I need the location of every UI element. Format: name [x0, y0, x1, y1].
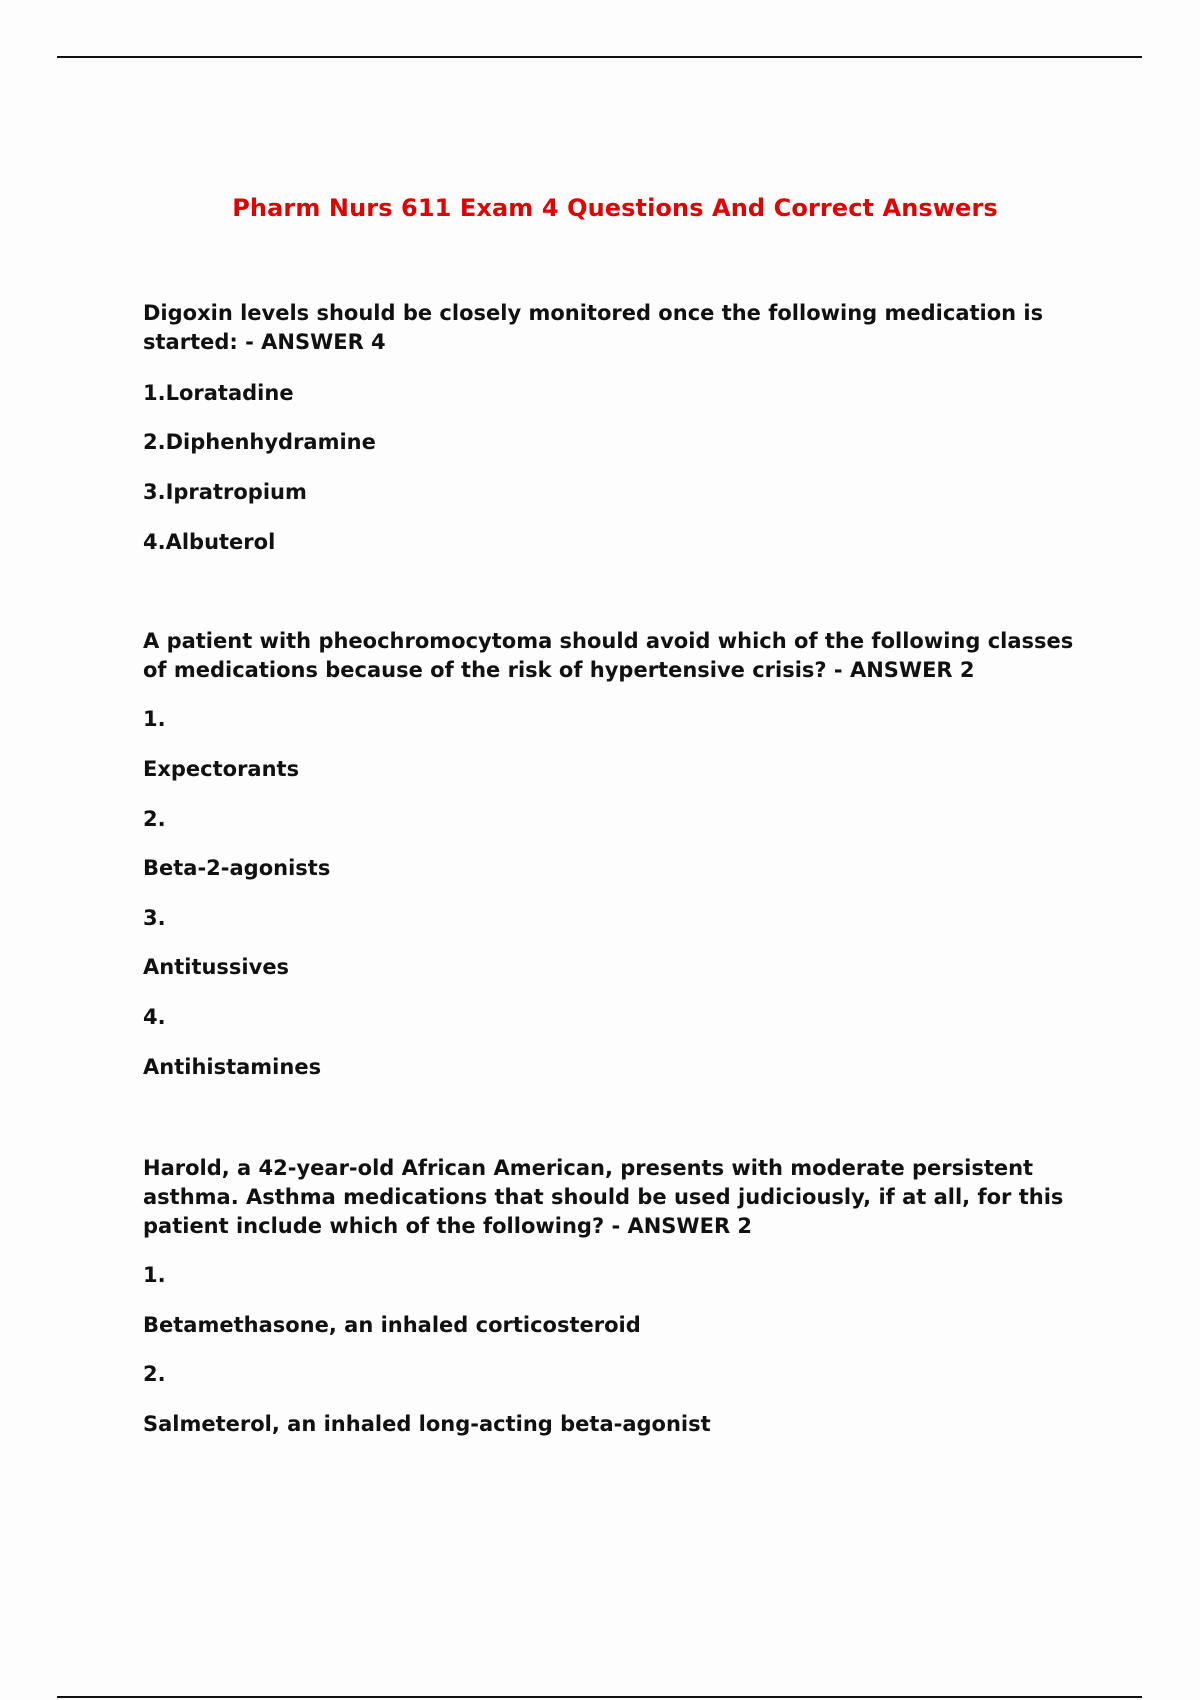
- question-block-1: [143, 299, 1078, 554]
- answer-option: Antihistamines: [143, 1055, 322, 1079]
- answer-option: 3.: [143, 906, 166, 930]
- answer-option: Betamethasone, an inhaled corticosteroid: [143, 1313, 641, 1337]
- document-title: Pharm Nurs 611 Exam 4 Questions And Correct Answers: [232, 194, 998, 222]
- top-rule: [57, 56, 1142, 58]
- answer-option: Beta-2-agonists: [143, 856, 331, 880]
- question-block-2: [143, 627, 1078, 1079]
- answer-option: 2.: [143, 807, 166, 831]
- answer-option: 4.: [143, 1005, 166, 1029]
- question-text: Harold, a 42-year-old African American, presents with moderate persistent asthma. Asthma medications that should be used judiciously, if at all, for this patient include which of the following? - ANSWER 2: [143, 1156, 1064, 1238]
- answer-option: Salmeterol, an inhaled long-acting beta-agonist: [143, 1412, 711, 1436]
- answer-option: Expectorants: [143, 757, 300, 781]
- question-block-3: [143, 1154, 1078, 1436]
- question-text: A patient with pheochromocytoma should avoid which of the following classes of medications because of the risk of hypertensive crisis? - ANSWER 2: [143, 629, 1074, 682]
- answer-option: 2.Diphenhydramine: [143, 430, 376, 454]
- bottom-rule: [57, 1696, 1142, 1698]
- answer-option: 4.Albuterol: [143, 530, 276, 554]
- question-text: Digoxin levels should be closely monitored once the following medication is started: - ANSWER 4: [143, 301, 1044, 354]
- answer-option: 1.: [143, 1263, 166, 1287]
- answer-option: 1.: [143, 707, 166, 731]
- answer-option: Antitussives: [143, 955, 290, 979]
- answer-option: 3.Ipratropium: [143, 480, 307, 504]
- answer-option: 2.: [143, 1362, 166, 1386]
- answer-option: 1.Loratadine: [143, 381, 294, 405]
